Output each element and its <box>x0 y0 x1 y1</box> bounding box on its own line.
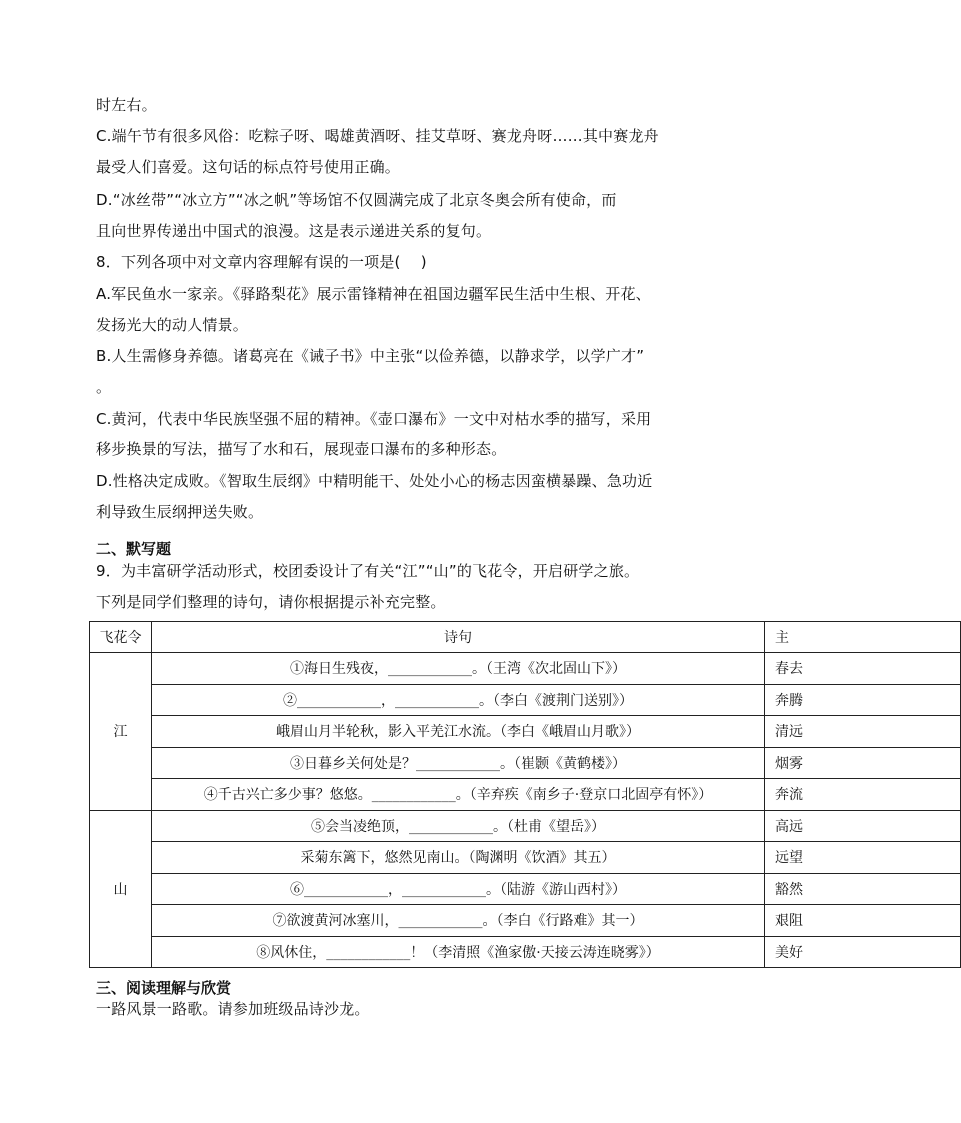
table-row <box>90 936 961 968</box>
poem-cell: 采菊东篱下，悠然见南山。（陶渊明《饮酒》其五） <box>152 842 765 874</box>
table-row <box>90 716 961 748</box>
header-theme: 主 <box>765 622 961 653</box>
option-a-line1: A.军民鱼水一家亲。《驿路梨花》展示雷锋精神在祖国边疆军民生活中生根、开花、 <box>96 285 651 303</box>
theme-cell: 美好 <box>765 936 961 968</box>
option-b-line1: B.人生需修身养德。诸葛亮在《诫子书》中主张“以俭养德，以静求学，以学广才” <box>96 347 645 365</box>
option-c-line2: 最受人们喜爱。这句话的标点符号使用正确。 <box>96 158 401 176</box>
option-d-line2: 且向世界传递出中国式的浪漫。这是表示递进关系的复句。 <box>96 222 492 240</box>
poem-cell: ⑤会当凌绝顶，____________。（杜甫《望岳》） <box>152 810 765 842</box>
group-shan: 山 <box>90 810 152 968</box>
option-d2-line2: 利导致生辰纲押送失败。 <box>96 503 264 521</box>
section-3-title: 三、阅读理解与欣赏 <box>96 979 232 997</box>
poem-cell: ⑧风休住，____________！（李清照《渔家傲·天接云涛连晓雾》） <box>152 936 765 968</box>
question-8: 8．下列各项中对文章内容理解有误的一项是( ) <box>96 253 427 271</box>
table-row <box>90 779 961 811</box>
table-row <box>90 653 961 685</box>
text-line: 时左右。 <box>96 96 157 114</box>
theme-cell: 奔流 <box>765 779 961 811</box>
poem-cell: ②____________，____________。（李白《渡荆门送别》） <box>152 684 765 716</box>
section-3-intro: 一路风景一路歌。请参加班级品诗沙龙。 <box>96 1000 370 1018</box>
table-header-row <box>90 622 961 653</box>
question-9-line2: 下列是同学们整理的诗句，请你根据提示补充完整。 <box>96 593 446 611</box>
option-a-line2: 发扬光大的动人情景。 <box>96 316 249 334</box>
poem-cell: ⑦欲渡黄河冰塞川，____________。（李白《行路难》其一） <box>152 905 765 937</box>
poem-cell: ⑥____________，____________。（陆游《游山西村》） <box>152 873 765 905</box>
table-row <box>90 842 961 874</box>
section-2-title: 二、默写题 <box>96 540 172 558</box>
theme-cell: 奔腾 <box>765 684 961 716</box>
option-c-line1: C.端午节有很多风俗：吃粽子呀、喝雄黄酒呀、挂艾草呀、赛龙舟呀……其中赛龙舟 <box>96 127 659 145</box>
option-c2-line2: 移步换景的写法，描写了水和石，展现壶口瀑布的多种形态。 <box>96 440 507 458</box>
option-c2-line1: C.黄河，代表中华民族坚强不屈的精神。《壶口瀑布》一文中对枯水季的描写，采用 <box>96 410 652 428</box>
header-poem: 诗句 <box>152 622 765 653</box>
table-row <box>90 873 961 905</box>
option-d-line1: D.“冰丝带”“冰立方”“冰之帆”等场馆不仅圆满完成了北京冬奥会所有使命，而 <box>96 191 617 209</box>
table-row <box>90 684 961 716</box>
group-jiang: 江 <box>90 653 152 811</box>
theme-cell: 远望 <box>765 842 961 874</box>
poem-cell: ④千古兴亡多少事？悠悠。____________。（辛弃疾《南乡子·登京口北固亭有怀》） <box>152 779 765 811</box>
header-category: 飞花令 <box>90 622 152 653</box>
poem-cell: ①海日生残夜，____________。（王湾《次北固山下》） <box>152 653 765 685</box>
theme-cell: 春去 <box>765 653 961 685</box>
theme-cell: 高远 <box>765 810 961 842</box>
theme-cell: 清远 <box>765 716 961 748</box>
theme-cell: 烟雾 <box>765 747 961 779</box>
table-row <box>90 810 961 842</box>
poem-cell: ③日暮乡关何处是？____________。（崔颢《黄鹤楼》） <box>152 747 765 779</box>
option-d2-line1: D.性格决定成败。《智取生辰纲》中精明能干、处处小心的杨志因蛮横暴躁、急功近 <box>96 472 653 490</box>
feihualing-table <box>89 621 803 972</box>
option-b-line2: 。 <box>96 378 112 396</box>
table-row <box>90 905 961 937</box>
question-9-line1: 9．为丰富研学活动形式，校团委设计了有关“江”“山”的飞花令，开启研学之旅。 <box>96 562 640 580</box>
theme-cell: 豁然 <box>765 873 961 905</box>
table-row <box>90 747 961 779</box>
theme-cell: 艰阻 <box>765 905 961 937</box>
poem-cell: 峨眉山月半轮秋，影入平羌江水流。（李白《峨眉山月歌》） <box>152 716 765 748</box>
